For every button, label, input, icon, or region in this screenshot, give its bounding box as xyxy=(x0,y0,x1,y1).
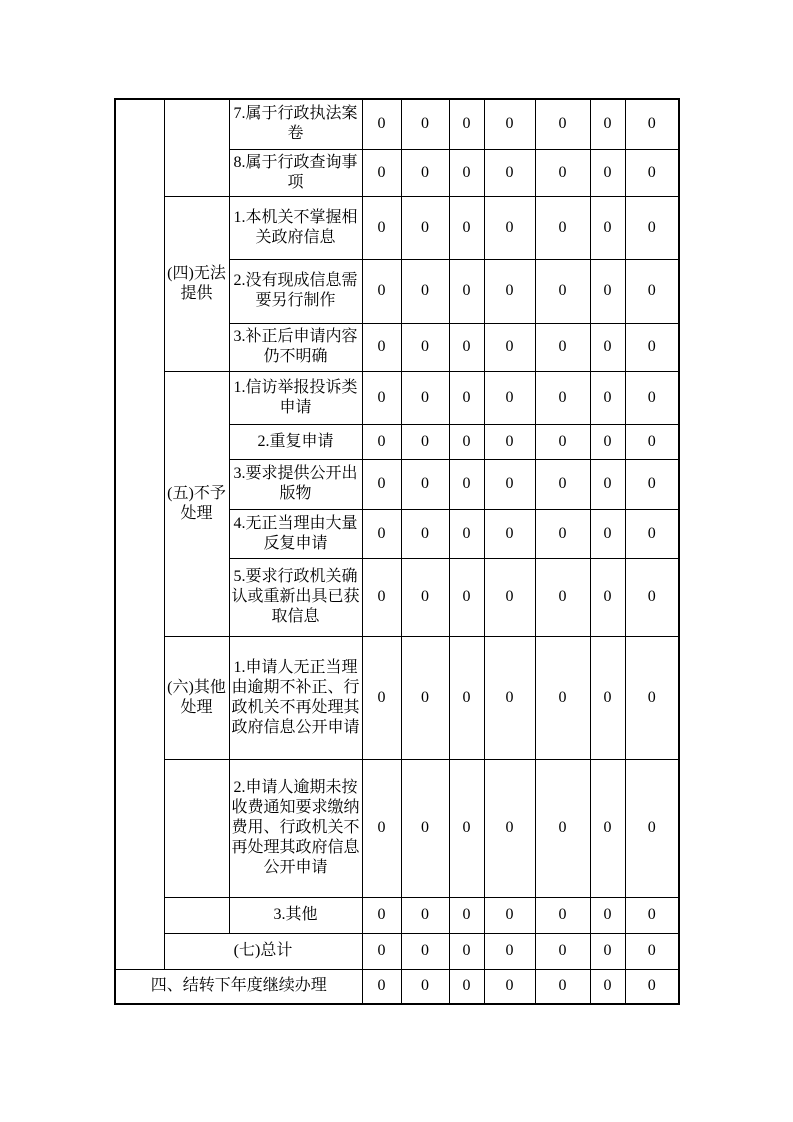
table-row-total xyxy=(115,933,679,969)
value-cell: 0 xyxy=(535,196,590,259)
value-cell: 0 xyxy=(401,259,449,323)
value-cell: 0 xyxy=(535,969,590,1004)
value-cell: 0 xyxy=(625,459,679,509)
value-cell: 0 xyxy=(484,969,535,1004)
value-cell: 0 xyxy=(362,459,401,509)
value-cell: 0 xyxy=(625,196,679,259)
value-cell: 0 xyxy=(362,969,401,1004)
value-cell: 0 xyxy=(401,636,449,759)
category-cell-continued xyxy=(164,99,229,196)
value-cell: 0 xyxy=(535,897,590,933)
value-cell: 0 xyxy=(449,969,484,1004)
value-cell: 0 xyxy=(449,99,484,149)
value-cell: 0 xyxy=(535,323,590,371)
item-label: 1.信访举报投诉类申请 xyxy=(229,371,362,424)
category-cell-empty xyxy=(164,759,229,897)
table-row xyxy=(115,371,679,424)
value-cell: 0 xyxy=(401,323,449,371)
value-cell: 0 xyxy=(362,149,401,196)
value-cell: 0 xyxy=(535,636,590,759)
value-cell: 0 xyxy=(484,99,535,149)
value-cell: 0 xyxy=(535,558,590,636)
value-cell: 0 xyxy=(449,459,484,509)
value-cell: 0 xyxy=(449,558,484,636)
item-label: 3.要求提供公开出版物 xyxy=(229,459,362,509)
value-cell: 0 xyxy=(484,558,535,636)
value-cell: 0 xyxy=(625,371,679,424)
item-label: 3.其他 xyxy=(229,897,362,933)
value-cell: 0 xyxy=(590,149,625,196)
value-cell: 0 xyxy=(625,149,679,196)
value-cell: 0 xyxy=(625,969,679,1004)
value-cell: 0 xyxy=(590,424,625,459)
item-label: 2.没有现成信息需要另行制作 xyxy=(229,259,362,323)
value-cell: 0 xyxy=(590,371,625,424)
value-cell: 0 xyxy=(590,897,625,933)
value-cell: 0 xyxy=(401,149,449,196)
value-cell: 0 xyxy=(625,259,679,323)
carryover-row-label: 四、结转下年度继续办理 xyxy=(115,969,362,1004)
value-cell: 0 xyxy=(449,933,484,969)
value-cell: 0 xyxy=(449,897,484,933)
value-cell: 0 xyxy=(449,259,484,323)
item-label: 8.属于行政查询事项 xyxy=(229,149,362,196)
value-cell: 0 xyxy=(590,509,625,558)
value-cell: 0 xyxy=(625,933,679,969)
item-label: 1.申请人无正当理由逾期不补正、行政机关不再处理其政府信息公开申请 xyxy=(229,636,362,759)
value-cell: 0 xyxy=(625,424,679,459)
value-cell: 0 xyxy=(401,558,449,636)
value-cell: 0 xyxy=(484,259,535,323)
category-cell-no-handling: (五)不予处理 xyxy=(164,371,229,636)
value-cell: 0 xyxy=(590,323,625,371)
table-row xyxy=(115,196,679,259)
value-cell: 0 xyxy=(625,509,679,558)
category-cell-unable-to-provide: (四)无法提供 xyxy=(164,196,229,371)
value-cell: 0 xyxy=(401,897,449,933)
value-cell: 0 xyxy=(449,424,484,459)
table-row xyxy=(115,759,679,897)
value-cell: 0 xyxy=(401,99,449,149)
value-cell: 0 xyxy=(535,259,590,323)
value-cell: 0 xyxy=(362,259,401,323)
left-spanning-empty-cell xyxy=(115,99,164,969)
value-cell: 0 xyxy=(590,759,625,897)
value-cell: 0 xyxy=(362,509,401,558)
value-cell: 0 xyxy=(362,424,401,459)
value-cell: 0 xyxy=(401,969,449,1004)
value-cell: 0 xyxy=(625,759,679,897)
value-cell: 0 xyxy=(484,759,535,897)
value-cell: 0 xyxy=(484,149,535,196)
value-cell: 0 xyxy=(535,424,590,459)
value-cell: 0 xyxy=(449,371,484,424)
value-cell: 0 xyxy=(401,459,449,509)
value-cell: 0 xyxy=(535,509,590,558)
item-label: 3.补正后申请内容仍不明确 xyxy=(229,323,362,371)
value-cell: 0 xyxy=(401,933,449,969)
value-cell: 0 xyxy=(625,636,679,759)
value-cell: 0 xyxy=(590,558,625,636)
value-cell: 0 xyxy=(362,759,401,897)
value-cell: 0 xyxy=(362,371,401,424)
value-cell: 0 xyxy=(401,759,449,897)
total-row-label: (七)总计 xyxy=(164,933,362,969)
item-label: 5.要求行政机关确认或重新出具已获取信息 xyxy=(229,558,362,636)
value-cell: 0 xyxy=(449,196,484,259)
value-cell: 0 xyxy=(484,897,535,933)
table-row-carryover xyxy=(115,969,679,1004)
value-cell: 0 xyxy=(535,759,590,897)
table-row xyxy=(115,636,679,759)
value-cell: 0 xyxy=(401,371,449,424)
value-cell: 0 xyxy=(484,509,535,558)
value-cell: 0 xyxy=(625,897,679,933)
value-cell: 0 xyxy=(590,969,625,1004)
value-cell: 0 xyxy=(484,424,535,459)
value-cell: 0 xyxy=(590,933,625,969)
value-cell: 0 xyxy=(401,509,449,558)
value-cell: 0 xyxy=(484,933,535,969)
value-cell: 0 xyxy=(625,323,679,371)
category-cell-empty xyxy=(164,897,229,933)
value-cell: 0 xyxy=(362,99,401,149)
value-cell: 0 xyxy=(535,459,590,509)
value-cell: 0 xyxy=(535,933,590,969)
value-cell: 0 xyxy=(484,371,535,424)
value-cell: 0 xyxy=(401,196,449,259)
value-cell: 0 xyxy=(484,459,535,509)
value-cell: 0 xyxy=(590,196,625,259)
value-cell: 0 xyxy=(484,636,535,759)
value-cell: 0 xyxy=(449,149,484,196)
item-label: 7.属于行政执法案卷 xyxy=(229,99,362,149)
item-label: 2.申请人逾期未按收费通知要求缴纳费用、行政机关不再处理其政府信息公开申请 xyxy=(229,759,362,897)
value-cell: 0 xyxy=(362,636,401,759)
value-cell: 0 xyxy=(449,323,484,371)
value-cell: 0 xyxy=(590,99,625,149)
value-cell: 0 xyxy=(362,196,401,259)
value-cell: 0 xyxy=(590,459,625,509)
value-cell: 0 xyxy=(625,99,679,149)
value-cell: 0 xyxy=(449,636,484,759)
item-label: 2.重复申请 xyxy=(229,424,362,459)
value-cell: 0 xyxy=(535,371,590,424)
value-cell: 0 xyxy=(535,149,590,196)
value-cell: 0 xyxy=(362,933,401,969)
table-row xyxy=(115,897,679,933)
value-cell: 0 xyxy=(401,424,449,459)
value-cell: 0 xyxy=(484,323,535,371)
value-cell: 0 xyxy=(590,636,625,759)
table-row xyxy=(115,99,679,149)
value-cell: 0 xyxy=(484,196,535,259)
category-cell-other-handling: (六)其他处理 xyxy=(164,636,229,759)
disclosure-requests-table xyxy=(114,98,680,1005)
value-cell: 0 xyxy=(362,897,401,933)
item-label: 1.本机关不掌握相关政府信息 xyxy=(229,196,362,259)
value-cell: 0 xyxy=(590,259,625,323)
value-cell: 0 xyxy=(625,558,679,636)
value-cell: 0 xyxy=(449,759,484,897)
value-cell: 0 xyxy=(449,509,484,558)
value-cell: 0 xyxy=(362,323,401,371)
value-cell: 0 xyxy=(362,558,401,636)
item-label: 4.无正当理由大量反复申请 xyxy=(229,509,362,558)
value-cell: 0 xyxy=(535,99,590,149)
